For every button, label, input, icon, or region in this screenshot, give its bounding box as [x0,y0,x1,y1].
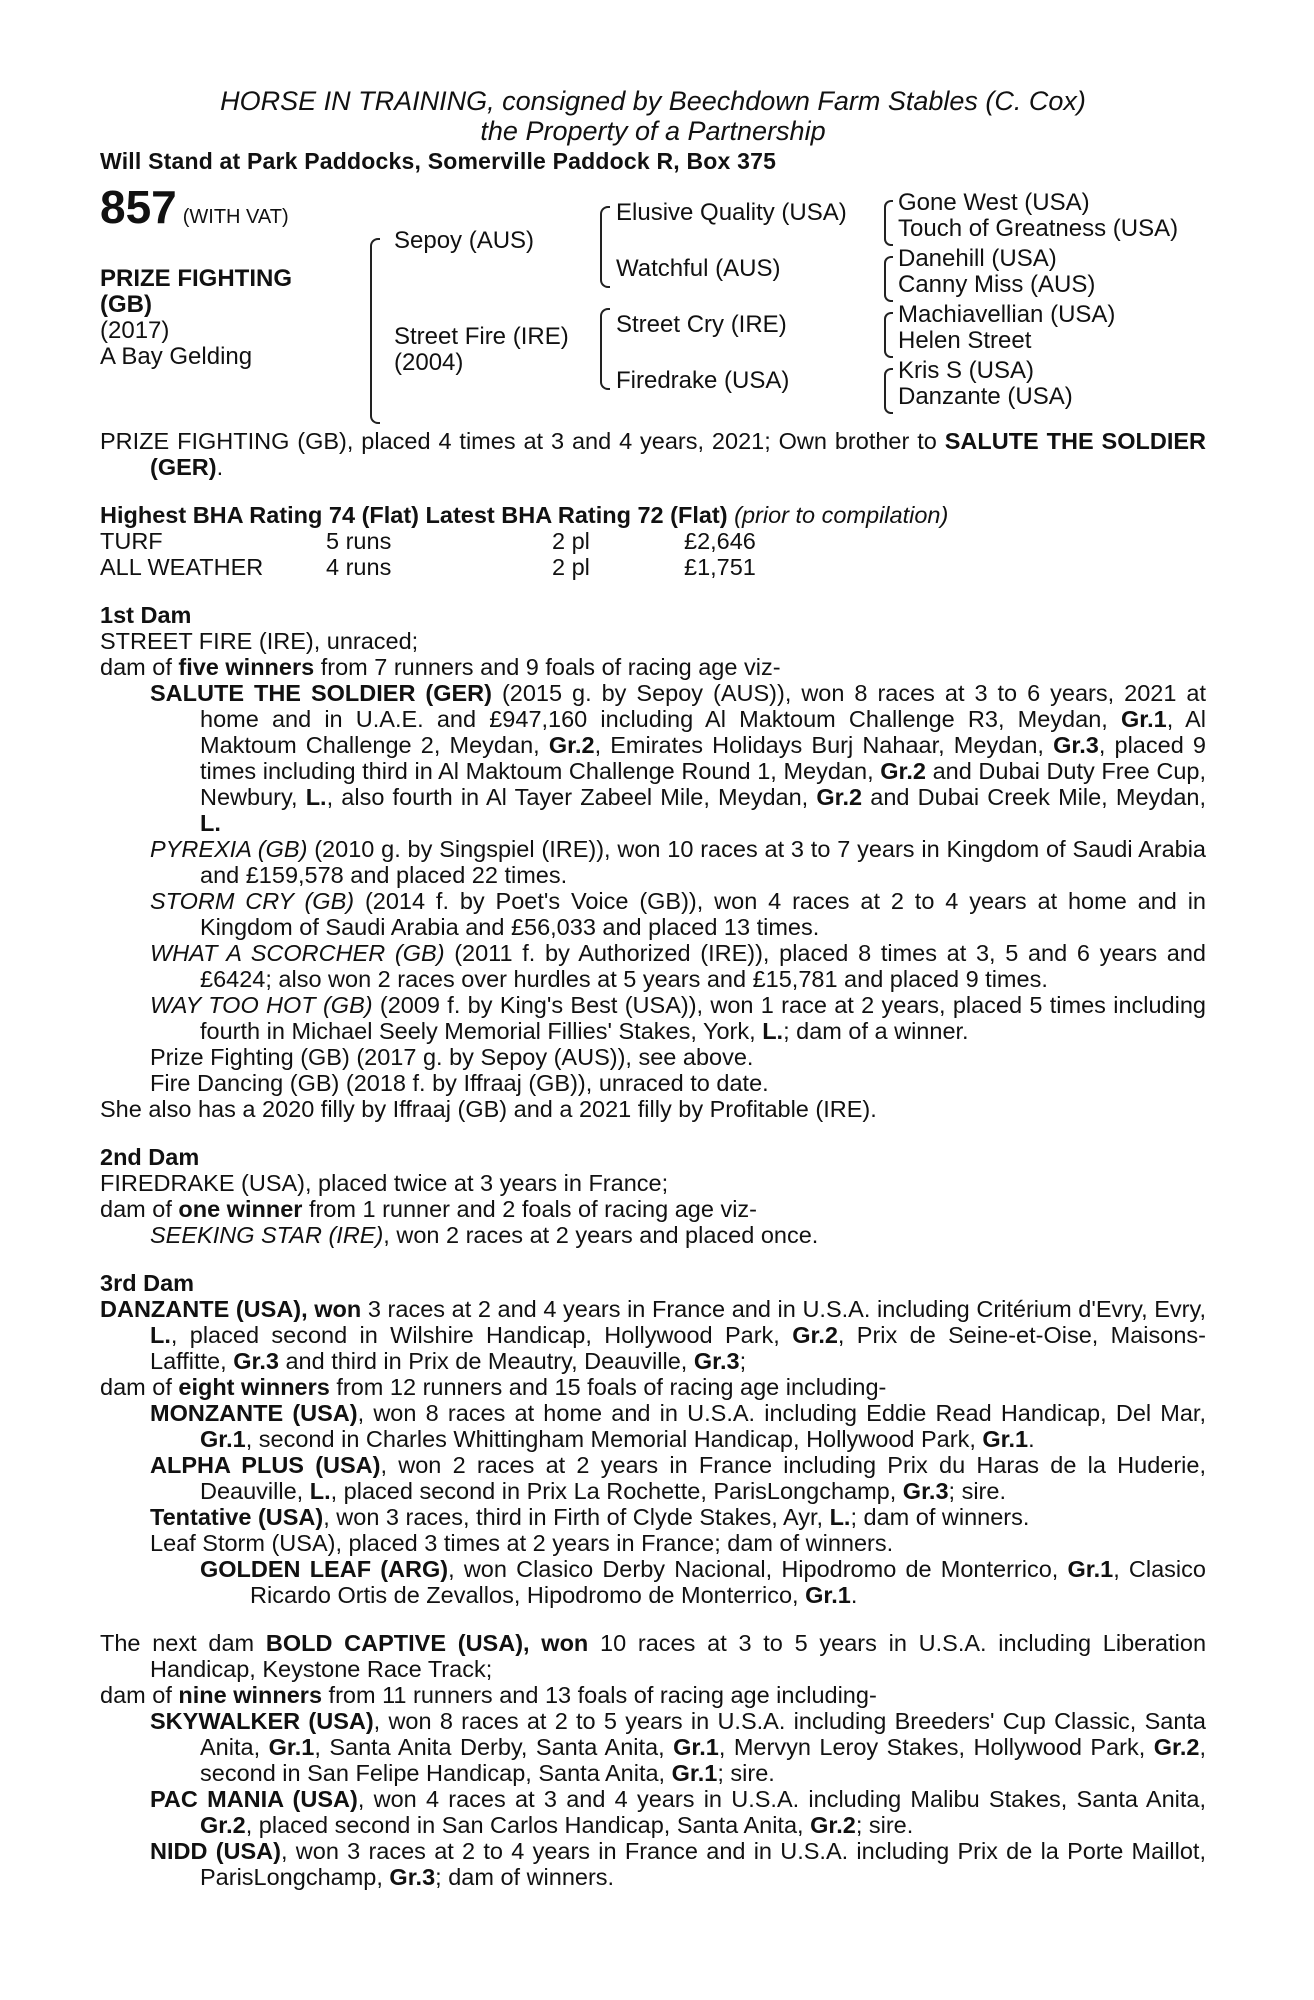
grade: Gr.1 [982,1426,1029,1452]
pedigree-table [100,181,1206,428]
text: . [850,1582,858,1608]
progeny-name: NIDD (USA) [150,1838,281,1864]
winners-count: eight winners [178,1374,330,1400]
grade: Gr.1 [1067,1556,1114,1582]
gg-sss: Gone West (USA) [898,189,1090,216]
record-money: £2,646 [684,528,756,554]
list-item [100,1708,1206,1786]
text: and Dubai Duty Free Cup, Newbury, [200,758,1206,810]
list-item [100,1504,1206,1530]
text: , won 3 races at 2 to 4 years in France and in U.S.A. including Prix de la Porte Maillot, ParisLongchamp, [200,1838,1206,1890]
list-item [100,1222,1206,1248]
dam2-line2 [100,1196,1206,1222]
grade: L. [150,1322,171,1348]
dam1-also: She also has a 2020 filly by Iffraaj (GB) and a 2021 filly by Profitable (IRE). [100,1096,877,1122]
progeny-name: WAY TOO HOT (GB) [150,992,373,1018]
text: The next dam [100,1630,266,1656]
grade: Gr.2 [810,1812,856,1838]
brace-g1-bottom [884,222,893,246]
text: and third in Prix de Meautry, Deauville, [278,1348,694,1374]
text: . [1028,1426,1035,1452]
list-item [100,1452,1206,1504]
list-item [100,1786,1206,1838]
text: , Al Maktoum Challenge 2, Meydan, [200,706,1206,758]
grade: Gr.3 [233,1348,279,1374]
record-placed: 2 pl [552,528,590,554]
header-consignor: HORSE IN TRAINING, consigned by Beechdown Farm Stables (C. Cox) [220,86,1086,116]
rating-line [100,502,1206,528]
record-money: £1,751 [684,554,756,580]
text: and Dubai Creek Mile, Meydan, [862,784,1206,810]
list-item [100,1556,1206,1608]
winners-count: one winner [178,1196,303,1222]
text: , won 3 races, third in Firth of Clyde Stakes, Ayr, [323,1504,830,1530]
gg-dds: Kris S (USA) [898,357,1035,384]
sire: Sepoy (AUS) [394,227,535,254]
text: , Emirates Holidays Burj Nahaar, Meydan, [594,732,1054,758]
gg-sds: Danehill (USA) [898,245,1057,272]
progeny-name: SALUTE THE SOLDIER (GER) [150,680,492,706]
dam-name: BOLD CAPTIVE (USA) [265,1630,524,1656]
gg-ddd: Danzante (USA) [898,383,1073,410]
dam-year: (2004) [394,349,464,376]
grade: Gr.3 [389,1864,436,1890]
dam1-line2 [100,654,1206,680]
record-surface: TURF [100,528,163,554]
text: (2015 g. by Sepoy (AUS)), won 8 races at 3 to 6 years, 2021 at home and in U.A.E. and £947,160 including Al Maktoum Challenge R3, Meydan, [200,680,1206,732]
text: ; [739,1348,747,1374]
table-row [100,554,756,580]
list-item: Leaf Storm (USA), placed 3 times at 2 years in France; dam of winners. [150,1530,894,1556]
lot-vat: (WITH VAT) [182,206,289,228]
text: , won 4 races at 3 and 4 years in U.S.A. including Malibu Stakes, Santa Anita, [357,1786,1207,1812]
grade: Gr.3 [902,1478,949,1504]
sire-dam: Watchful (AUS) [616,255,781,282]
text: , second in San Felipe Handicap, Santa Anita, [200,1734,1206,1786]
text: from 12 runners and 15 foals of racing age including- [329,1374,887,1400]
text: 3 races at 2 and 4 years in France and in U.S.A. including Critérium d'Evry, Evry, [361,1296,1206,1322]
text: dam of [100,1374,179,1400]
lot-number [100,181,289,233]
progeny-name: MONZANTE (USA) [150,1400,358,1426]
brace-g2-bottom [884,278,893,302]
catalogue-page [100,86,1206,1890]
record-placed: 2 pl [552,554,590,580]
brace-main-top [370,238,380,312]
brace-g2-top [884,256,893,280]
horse-description: A Bay Gelding [100,343,253,370]
text: from 11 runners and 13 foals of racing age including- [322,1682,877,1708]
progeny-name: WHAT A SCORCHER (GB) [150,940,445,966]
brace-g4-bottom [884,390,893,414]
grade: Gr.3 [693,1348,740,1374]
list-item [100,888,1206,940]
progeny-name: GOLDEN LEAF (ARG) [200,1556,449,1582]
brace-sire-top [600,206,610,248]
text: , second in Charles Whittingham Memorial Handicap, Hollywood Park, [245,1426,983,1452]
dam2-title: 2nd Dam [100,1144,200,1170]
brace-g1-top [884,200,893,224]
list-item [100,940,1206,992]
text: , placed second in Prix La Rochette, ParisLongchamp, [330,1478,903,1504]
text: ; sire. [855,1812,914,1838]
winners-count: five winners [178,654,315,680]
grade: L. [762,1018,784,1044]
grade: Gr.1 [200,1426,246,1452]
grade: Gr.2 [816,784,863,810]
list-item: Prize Fighting (GB) (2017 g. by Sepoy (AUS)), see above. [150,1044,754,1070]
gg-sdd: Canny Miss (AUS) [898,271,1096,298]
text: dam of [100,1682,179,1708]
text: , Clasico Ricardo Ortis de Zevallos, Hipodromo de Monterrico, [250,1556,1206,1608]
grade: Gr.1 [1120,706,1167,732]
grade: Gr.2 [200,1812,246,1838]
grade: L. [305,784,327,810]
progeny-name: PAC MANIA (USA) [150,1786,358,1812]
list-item: Fire Dancing (GB) (2018 f. by Iffraaj (GB)), unraced to date. [150,1070,769,1096]
brace-main-bottom [370,350,380,424]
brace-dam-top [600,308,610,350]
won-label: , won [301,1296,362,1322]
lot-number-value: 857 [100,181,177,233]
brace-main-mid [370,310,380,350]
text: , Prix de Seine-et-Oise, Maisons-Laffitte, [150,1322,1206,1374]
list-item [100,1838,1206,1890]
text: (2014 f. by Poet's Voice (GB)), won 4 races at 2 to 4 years at home and in Kingdom of Saudi Arabia and £56,033 and placed 13 times. [200,888,1206,940]
summary-end: . [216,454,224,480]
summary [100,428,1206,480]
progeny-name: STORM CRY (GB) [150,888,355,914]
dam-name: DANZANTE (USA) [100,1296,302,1322]
list-item [100,992,1206,1044]
text: ; dam of winners. [850,1504,1030,1530]
text: dam of [100,654,179,680]
text: , placed 9 times including third in Al Maktoum Challenge Round 1, Meydan, [200,732,1206,784]
text: ; sire. [717,1760,775,1786]
grade: Gr.2 [792,1322,838,1348]
grade: Gr.2 [548,732,595,758]
text: (2010 g. by Singspiel (IRE)), won 10 races at 3 to 7 years in Kingdom of Saudi Arabia and £159,578 and placed 22 times. [200,836,1206,888]
text: , Santa Anita Derby, Santa Anita, [314,1734,674,1760]
header-property: the Property of a Partnership [480,116,826,146]
record-surface: ALL WEATHER [100,554,264,580]
list-item [100,836,1206,888]
winners-count: nine winners [178,1682,323,1708]
text: , won 8 races at home and in U.S.A. including Eddie Read Handicap, Del Mar, [357,1400,1206,1426]
progeny-name: SKYWALKER (USA) [150,1708,374,1734]
dam-sire: Street Cry (IRE) [616,311,787,338]
brace-g3-bottom [884,334,893,358]
text: ; dam of winners. [435,1864,615,1890]
text: dam of [100,1196,179,1222]
list-item [100,1400,1206,1452]
grade: Gr.3 [1053,732,1099,758]
brace-dam-bottom [600,348,610,390]
grade: Gr.2 [1153,1734,1200,1760]
dam4-line2 [100,1682,1206,1708]
grade: Gr.2 [880,758,926,784]
dam1-title: 1st Dam [100,602,192,628]
dam2-line1: FIREDRAKE (USA), placed twice at 3 years in France; [100,1170,669,1196]
dam3-title: 3rd Dam [100,1270,195,1296]
progeny-name: Tentative (USA) [150,1504,324,1530]
race-record-table [100,528,756,580]
grade: L. [829,1504,851,1530]
text: ; sire. [948,1478,1006,1504]
dam3-line1 [100,1296,1206,1374]
horse-name: PRIZE FIGHTING [100,265,292,292]
summary-text: PRIZE FIGHTING (GB), placed 4 times at 3 and 4 years, 2021; Own brother to [100,428,945,454]
horse-year: (2017) [100,317,170,344]
progeny-name: ALPHA PLUS (USA) [150,1452,381,1478]
progeny-name: SEEKING STAR (IRE) [150,1222,384,1248]
text: , won Clasico Derby Nacional, Hipodromo de Monterrico, [448,1556,1068,1582]
table-row [100,528,756,554]
sire-sire: Elusive Quality (USA) [616,199,847,226]
text: , won 2 races at 2 years in France including Prix du Haras de la Huderie, Deauville, [200,1452,1207,1504]
grade: Gr.1 [671,1760,718,1786]
summary-brother: SALUTE THE SOLDIER (GER) [150,428,1206,480]
text: (2009 f. by King's Best (USA)), won 1 race at 2 years, placed 5 times including fourth in Michael Seely Memorial Fillies' Stakes, York, [200,992,1206,1044]
dam4-line1 [100,1630,1206,1682]
record-runs: 4 runs [326,554,392,580]
text: ; dam of a winner. [783,1018,969,1044]
text: from 7 runners and 9 foals of racing age viz- [314,654,781,680]
grade: Gr.1 [805,1582,851,1608]
dam: Street Fire (IRE) [394,323,569,350]
text: , placed second in San Carlos Handicap, Santa Anita, [245,1812,811,1838]
text: 10 races at 3 to 5 years in U.S.A. including Liberation Handicap, Keystone Race Track; [150,1630,1207,1682]
rating-note: (prior to compilation) [734,502,949,528]
header-stand: Will Stand at Park Paddocks, Somerville Paddock R, Box 375 [100,148,777,174]
dam-dam: Firedrake (USA) [616,367,790,394]
list-item [100,680,1206,836]
brace-g3-top [884,312,893,336]
text: , also fourth in Al Tayer Zabeel Mile, Meydan, [326,784,817,810]
progeny-name: PYREXIA (GB) [150,836,308,862]
horse-country: (GB) [100,291,152,318]
grade: Gr.1 [268,1734,315,1760]
grade: L. [200,810,221,836]
grade: Gr.1 [673,1734,719,1760]
grade: L. [309,1478,331,1504]
text: , won 2 races at 2 years and placed once. [383,1222,819,1248]
gg-dss: Machiavellian (USA) [898,301,1116,328]
text: , Mervyn Leroy Stakes, Hollywood Park, [718,1734,1154,1760]
gg-ssd: Touch of Greatness (USA) [898,215,1179,242]
record-runs: 5 runs [326,528,392,554]
text: from 1 runner and 2 foals of racing age viz- [302,1196,757,1222]
text: (2011 f. by Authorized (IRE)), placed 8 times at 3, 5 and 6 years and £6424; also won 2 races over hurdles at 5 years and £15,781 and placed 9 times. [200,940,1207,992]
rating-bold: Highest BHA Rating 74 (Flat) Latest BHA Rating 72 (Flat) [100,502,728,528]
dam3-line2 [100,1374,1206,1400]
won-label: , won [523,1630,589,1656]
text: , won 8 races at 2 to 5 years in U.S.A. including Breeders' Cup Classic, Santa Anita, [200,1708,1206,1760]
dam1-line1: STREET FIRE (IRE), unraced; [100,628,419,654]
gg-dsd: Helen Street [898,327,1032,354]
brace-sire-bottom [600,246,610,288]
text: , placed second in Wilshire Handicap, Hollywood Park, [170,1322,793,1348]
brace-g4-top [884,368,893,392]
